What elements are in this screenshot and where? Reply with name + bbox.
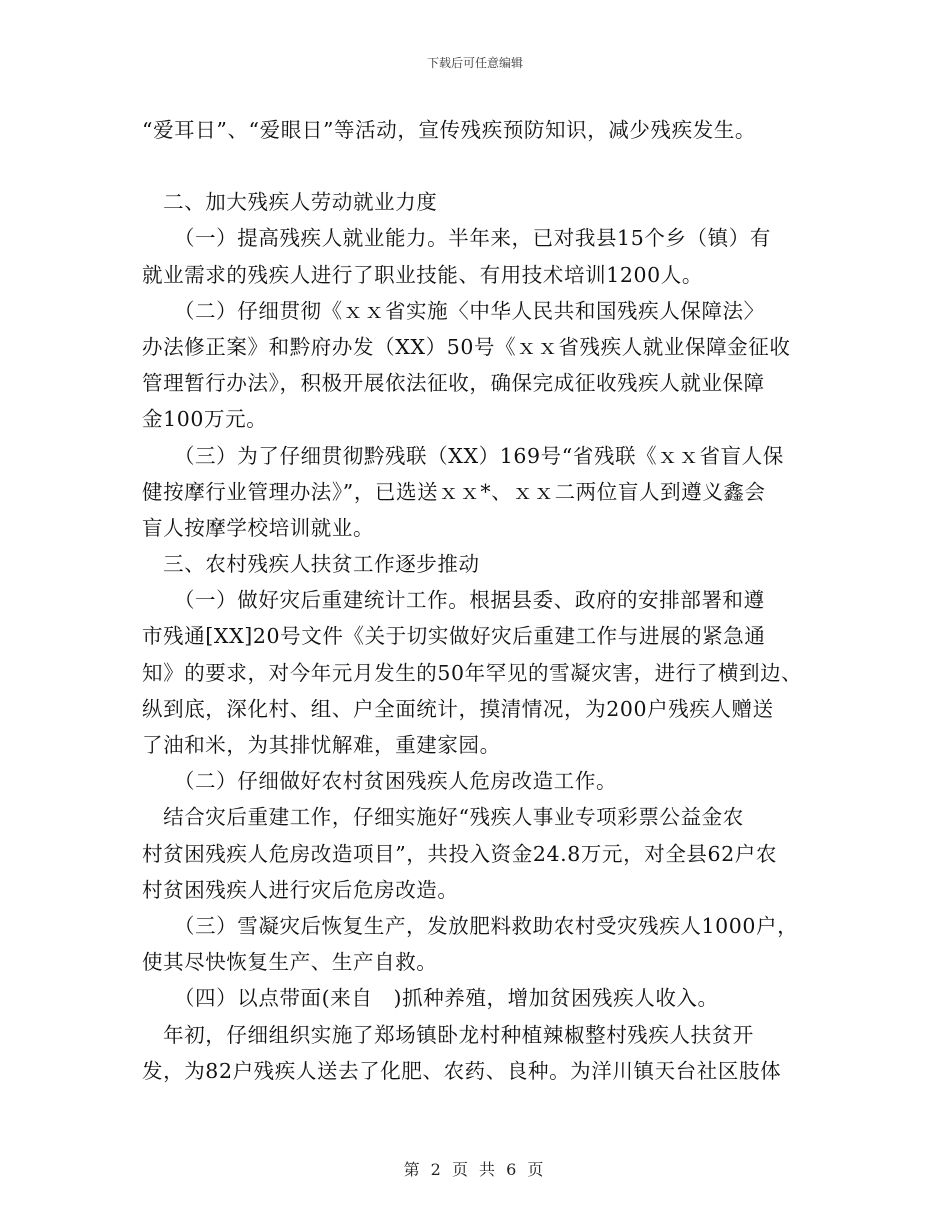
paragraph-line: 了油和米，为其排忧解难，重建家园。 [142,733,501,757]
document-body [142,112,832,1089]
paragraph-line: 盲人按摩学校培训就业。 [142,515,375,540]
paragraph-line: （一）提高残疾人就业能力。半年来，已对我县15个乡（镇）有 [142,226,771,251]
paragraph-line: （二）仔细做好农村贫困残疾人危房改造工作。 [142,769,618,794]
paragraph-line: （三）雪凝灾后恢复生产，发放肥料救助农村受灾残疾人1000户， [142,913,799,938]
page-header: 下载后可任意编辑 [426,56,523,70]
paragraph-line: 金100万元。 [142,407,268,432]
paragraph-line: 结合灾后重建工作，仔细实施好“残疾人事业专项彩票公益金农 [142,805,744,830]
paragraph-line: 村贫困残疾人进行灾后危房改造。 [142,877,459,902]
paragraph-gap [142,148,832,184]
paragraph-line: 纵到底，深化村、组、户全面统计，摸清情况，为200户残疾人赠送 [142,696,774,721]
page-footer: 第 2 页 共 6 页 [403,1160,547,1179]
paragraph-line: 办法修正案》和黔府办发（XX）50号《ｘｘ省残疾人就业保障金征收 [142,334,791,359]
paragraph-line: 知》的要求，对今年元月发生的50年罕见的雪凝灾害，进行了横到边、 [142,660,803,685]
paragraph-line: 使其尽快恢复生产、生产自救。 [142,950,438,975]
section-heading: 三、农村残疾人扶贫工作逐步推动 [142,552,480,577]
paragraph-line: 就业需求的残疾人进行了职业技能、有用技术培训1200人。 [142,262,703,287]
paragraph-line: （一）做好灾后重建统计工作。根据县委、政府的安排部署和遵 [142,588,765,613]
paragraph-line: 管理暂行办法》，积极开展依法征收，确保完成征收残疾人就业保障 [142,371,765,396]
paragraph-line: （二）仔细贯彻《ｘｘ省实施〈中华人民共和国残疾人保障法〉 [142,298,765,323]
paragraph-line: （三）为了仔细贯彻黔残联（XX）169号“省残联《ｘｘ省盲人保 [142,443,784,468]
paragraph-line: 健按摩行业管理办法》”，已选送ｘｘ*、ｘｘ二两位盲人到遵义鑫会 [142,479,766,504]
paragraph-line: 市残通[XX]20号文件《关于切实做好灾后重建工作与进展的紧急通 [142,624,766,649]
paragraph-line: 发，为82户残疾人送去了化肥、农药、良种。为洋川镇天台社区肢体 [142,1058,782,1083]
paragraph-line: 年初，仔细组织实施了郑场镇卧龙村种植辣椒整村残疾人扶贫开 [142,1022,754,1047]
paragraph-line: “爱耳日”、“爱眼日”等活动，宣传残疾预防知识，减少残疾发生。 [142,118,757,142]
paragraph-line: （四）以点带面(来自 )抓种养殖，增加贫困残疾人收入。 [142,986,719,1011]
paragraph-line: 村贫困残疾人危房改造项目”，共投入资金24.8万元，对全县62户农 [142,841,778,866]
section-heading: 二、加大残疾人劳动就业力度 [142,190,438,215]
